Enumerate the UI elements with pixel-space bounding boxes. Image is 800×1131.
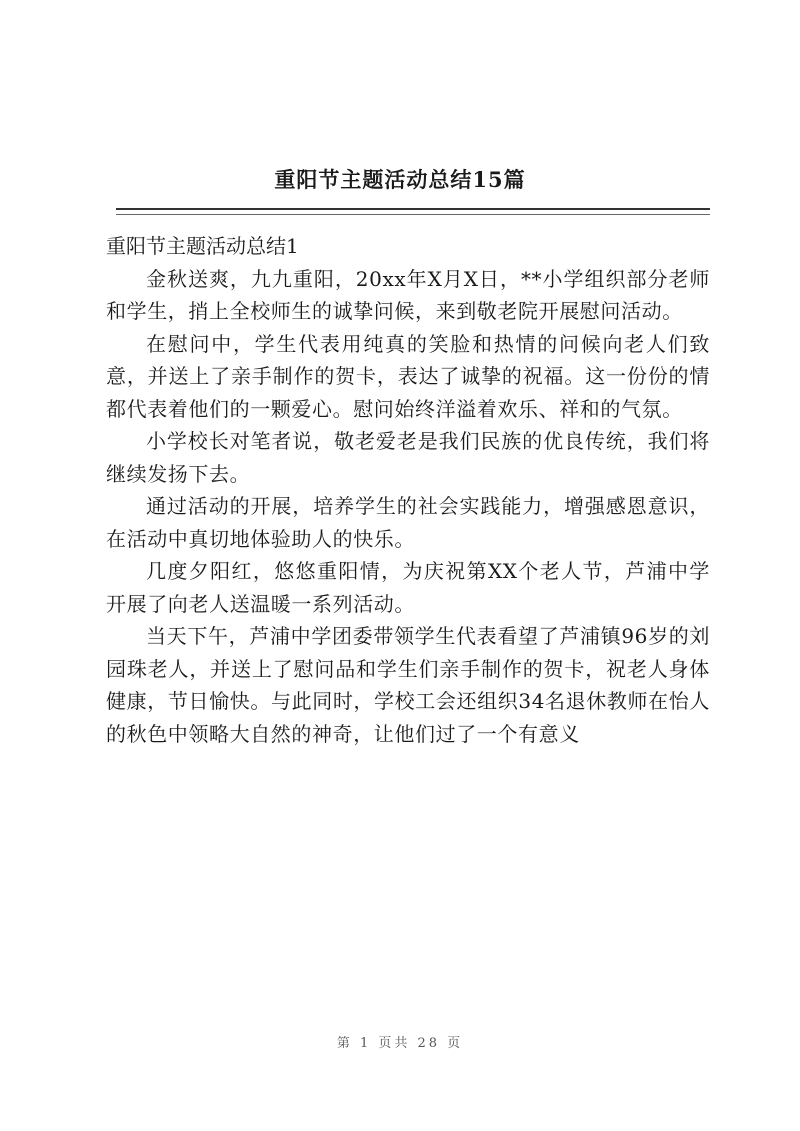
document-title: 重阳节主题活动总结15篇 [274,167,526,192]
paragraph: 当天下午，芦浦中学团委带领学生代表看望了芦浦镇96岁的刘园珠老人，并送上了慰问品和学生们亲手制作的贺卡，祝老人身体健康，节日愉快。与此同时，学校工会还组织34名退休教师在怡人的秋色中领略大自然的神奇，让他们过了一个有意义 [106,624,710,746]
paragraph: 几度夕阳红，悠悠重阳情，为庆祝第XX个老人节，芦浦中学开展了向老人送温暖一系列活动。 [106,559,710,616]
paragraph: 小学校长对笔者说，敬老爱老是我们民族的优良传统，我们将继续发扬下去。 [106,429,710,486]
paragraph: 金秋送爽，九九重阳，20xx年X月X日，**小学组织部分老师和学生，捎上全校师生的诚挚问候，来到敬老院开展慰问活动。 [106,266,710,323]
page-footer: 第 1 页共 28 页 [336,1036,464,1051]
title-divider [116,208,710,210]
paragraph: 通过活动的开展，培养学生的社会实践能力，增强感恩意识，在活动中真切地体验助人的快乐。 [106,494,710,551]
title-divider-thin [116,214,710,215]
section-heading: 重阳节主题活动总结1 [106,234,299,258]
document-body [106,230,710,750]
paragraph: 在慰问中，学生代表用纯真的笑脸和热情的问候向老人们致意，并送上了亲手制作的贺卡，表达了诚挚的祝福。这一份份的情都代表着他们的一颗爱心。慰问始终洋溢着欢乐、祥和的气氛。 [106,331,710,421]
